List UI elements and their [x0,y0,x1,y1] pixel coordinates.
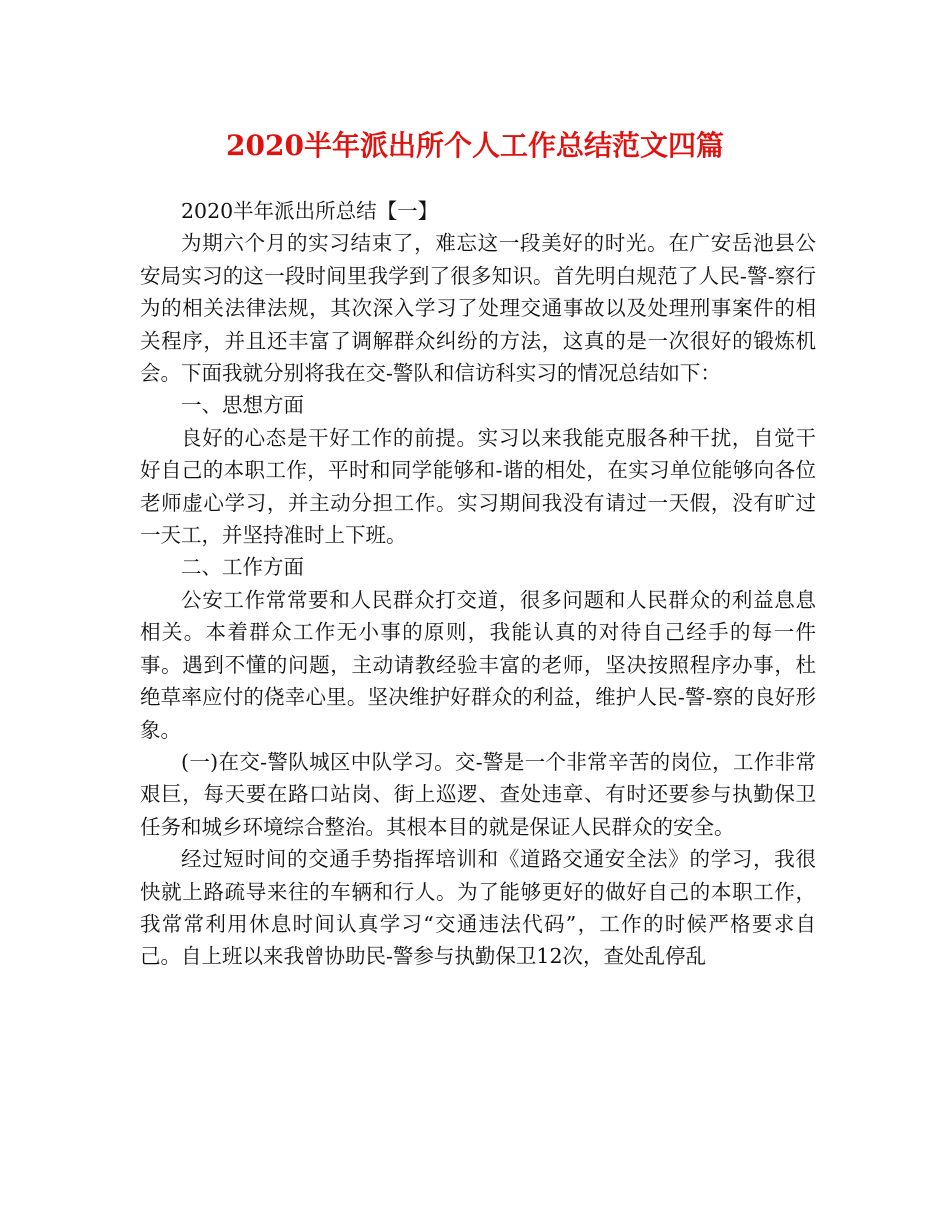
paragraph-thought: 良好的心态是干好工作的前提。实习以来我能克服各种干扰，自觉干好自己的本职工作，平时和同学能够和-谐的相处，在实习单位能够向各位老师虚心学习，并主动分担工作。实习期间我没有请过一天假，没有旷过一天工，并坚持准时上下班。 [140,425,816,548]
document-title: 2020半年派出所个人工作总结范文四篇 [226,129,724,162]
section-heading-thought: 一、思想方面 [181,393,304,418]
paragraph-intro: 为期六个月的实习结束了，难忘这一段美好的时光。在广安岳池县公安局实习的这一段时间里我学到了很多知识。首先明白规范了人民-警-察行为的相关法律法规，其次深入学习了处理交通事故以及处理刑事案件的相关程序，并且还丰富了调解群众纠纷的方法，这真的是一次很好的锻炼机会。下面我就分别将我在交-警队和信访科实习的情况总结如下： [140,231,816,386]
section-heading-1: 2020半年派出所总结【一】 [181,199,439,223]
paragraph-training: 经过短时间的交通手势指挥培训和《道路交通安全法》的学习，我很快就上路疏导来往的车辆和行人。为了能够更好的做好自己的本职工作，我常常利用休息时间认真学习“交通违法代码”，工作的时候严格要求自己。自上班以来我曾协助民-警参与执勤保卫12次，查处乱停乱 [140,847,816,969]
section-heading-work: 二、工作方面 [181,555,304,580]
paragraph-traffic-police: (一)在交-警队城区中队学习。交-警是一个非常辛苦的岗位，工作非常艰巨，每天要在路口站岗、街上巡逻、查处违章、有时还要参与执勤保卫任务和城乡环境综合整治。其根本目的就是保证人民群众的安全。 [140,749,816,839]
paragraph-work: 公安工作常常要和人民群众打交道，很多问题和人民群众的利益息息相关。本着群众工作无小事的原则，我能认真的对待自己经手的每一件事。遇到不懂的问题，主动请教经验丰富的老师，坚决按照程序办事，杜绝草率应付的侥幸心里。坚决维护好群众的利益，维护人民-警-察的良好形象。 [140,587,816,742]
document-body [140,195,816,973]
